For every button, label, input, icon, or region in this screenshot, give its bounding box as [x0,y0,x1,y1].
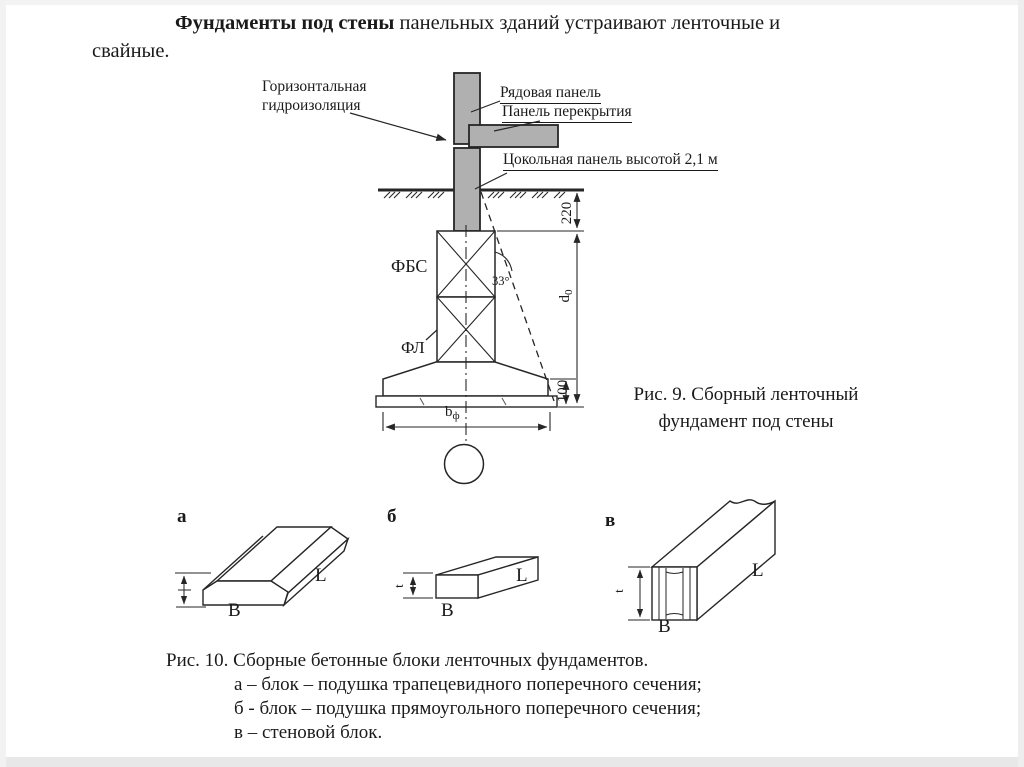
dim-100-label: 100 [555,379,571,403]
fig9-caption-line2: фундамент под стены [658,411,834,432]
block-b-letter: б [387,506,397,527]
dim-d0-sub: 0 [563,289,575,295]
fig9-caption [618,381,874,435]
dim-bf-label [445,404,460,422]
dim-bf-base: b [445,404,453,420]
page-title-bold: Фундаменты под стены [175,12,395,34]
fig10-item-a: а – блок – подушка трапецевидного поперечного сечения; [234,674,702,695]
block-b-dim-L: L [516,565,528,586]
fig10-drawing [175,500,775,620]
fig10-item-v: в – стеновой блок. [234,722,383,743]
waterproofing-label-line2: гидроизоляция [262,97,361,114]
block-a-dim-B: B [228,600,241,621]
fbs-label: ФБС [391,256,428,276]
block-b-dim-t: t [391,584,406,588]
dim-220-label: 220 [559,201,575,225]
basement-panel-label: Цокольная панель высотой 2,1 м [503,151,718,171]
dim-d0-base: d [557,295,573,303]
angle-33-label: 33° [492,274,510,288]
ground-line [378,190,584,198]
basement-panel-rect [454,148,480,231]
block-b-dim-B: B [441,600,454,621]
fig10-item-b: б - блок – подушка прямоугольного поперечного сечения; [234,698,702,719]
dim-d0-label [557,284,573,308]
fl-label: ФЛ [401,338,425,357]
page-title-line2: свайные. [92,40,170,62]
block-a-dim-L: L [315,565,327,586]
block-v-letter: в [605,510,616,531]
page-title-rest: панельных зданий устраивают ленточные и [394,12,781,34]
block-v-dim-L: L [752,560,764,581]
floor-panel-label: Панель перекрытия [502,103,632,123]
fig9-drawing [350,73,584,484]
floor-panel-rect [469,125,558,147]
waterproofing-label [262,77,367,115]
dim-bf-sub: ф [452,410,460,422]
row-panel-label: Рядовая панель [500,84,601,104]
block-v-dim-B: B [658,616,671,637]
block-v-dim-t: t [611,589,626,593]
waterproofing-label-line1: Горизонтальная [262,78,367,95]
fig10-caption: Рис. 10. Сборные бетонные блоки ленточных фундаментов. [166,650,649,671]
page-title [175,12,780,35]
block-a-letter: а [177,506,187,527]
detail-circle [445,445,484,484]
fig9-caption-line1: Рис. 9. Сборный ленточный [633,384,859,405]
